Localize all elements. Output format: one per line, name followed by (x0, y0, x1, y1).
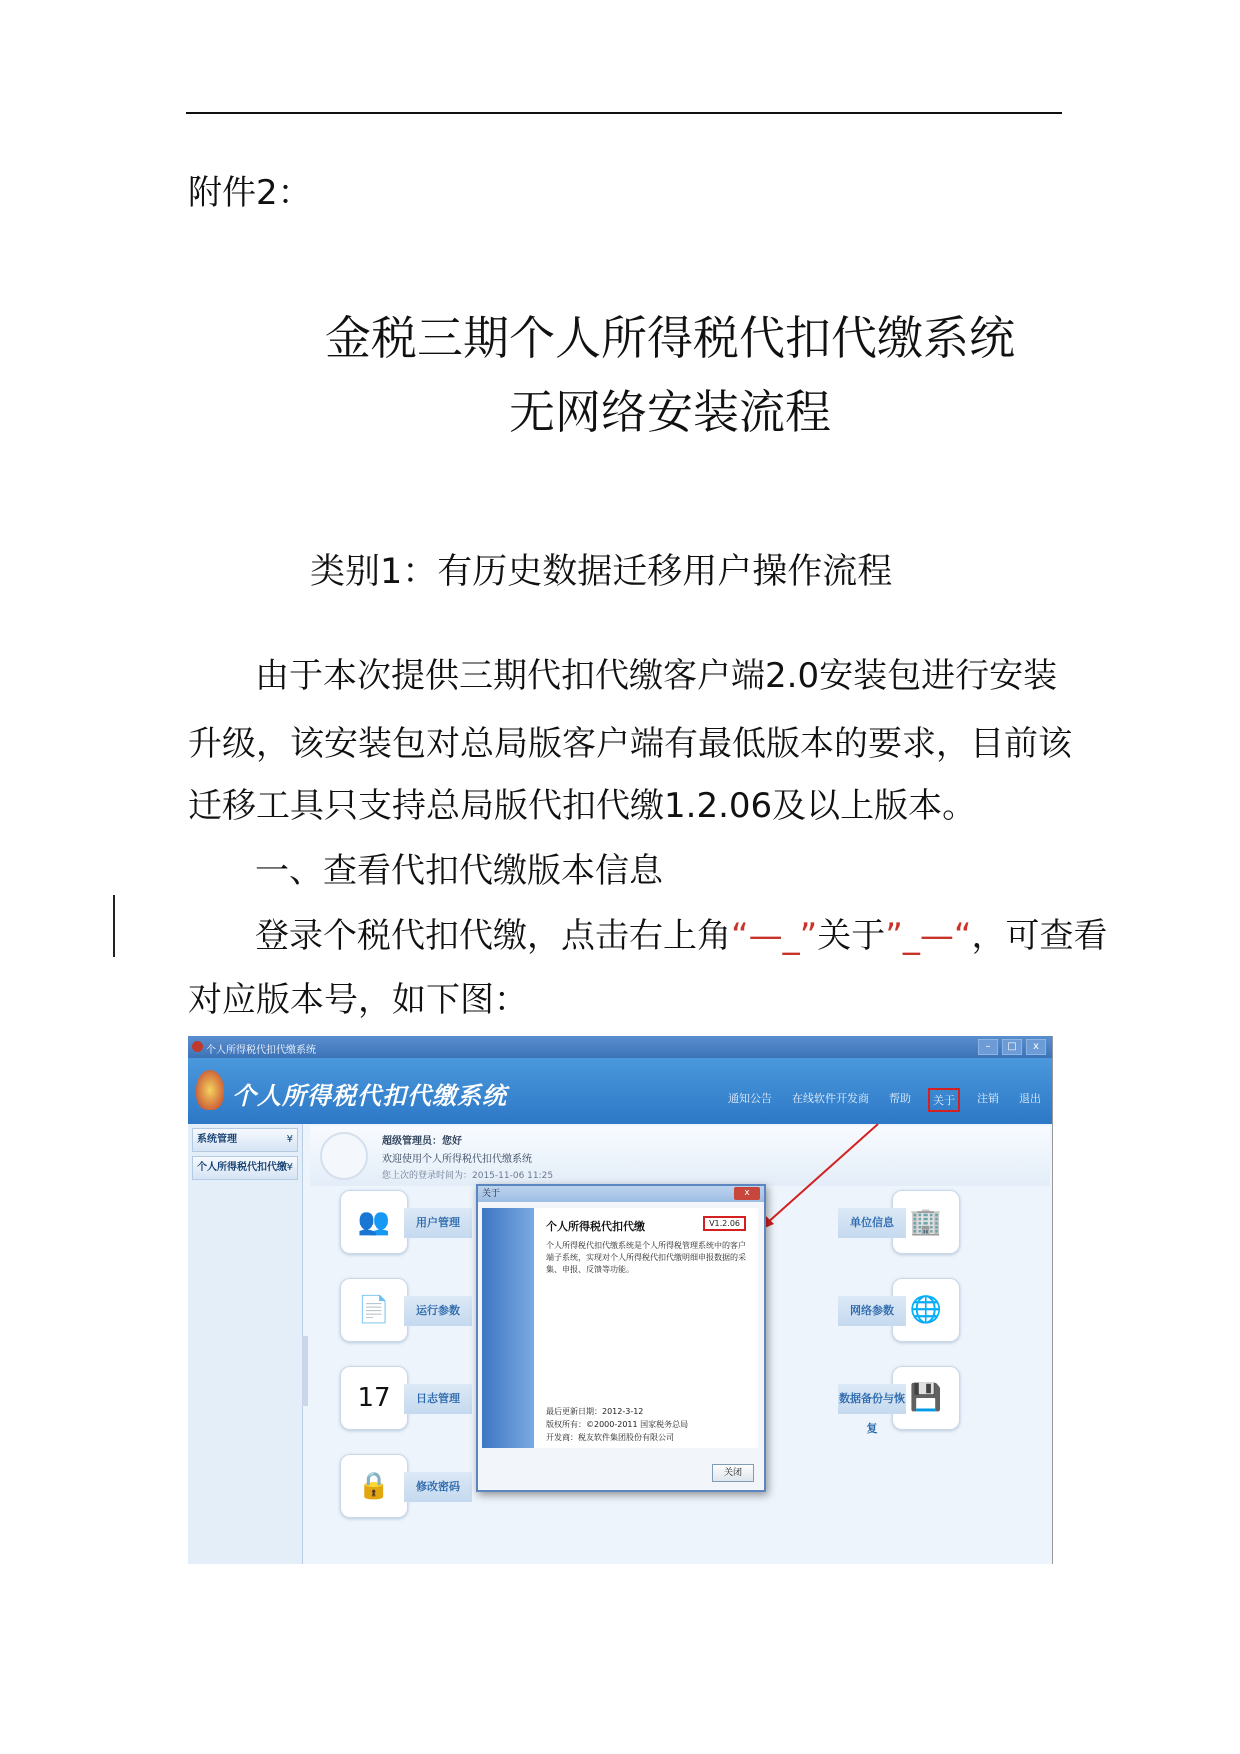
welcome-message: 欢迎使用个人所得税代扣代缴系统 (382, 1154, 532, 1165)
building-icon: 🏢 (892, 1190, 960, 1254)
database-icon: 💾 (892, 1366, 960, 1430)
para2-quote1: “—_” (731, 916, 818, 956)
dialog-title: 关于 (482, 1189, 501, 1199)
dialog-side-banner (482, 1208, 534, 1448)
nav-logout[interactable]: 注销 (977, 1092, 999, 1105)
tile-label: 用户管理 (404, 1208, 472, 1238)
para1-line3: 迁移工具只支持总局版代扣代缴1.2.06及以上版本。 (188, 786, 977, 826)
chevron-down-icon: ¥ (286, 1134, 293, 1145)
nav-help[interactable]: 帮助 (889, 1092, 911, 1105)
tile-label: 日志管理 (404, 1384, 472, 1414)
globe-icon: 🌐 (892, 1278, 960, 1342)
lock-icon: 🔒 (340, 1454, 408, 1518)
window-title: 个人所得税代扣代缴系统 (206, 1045, 316, 1056)
nav-about[interactable]: 关于 (928, 1088, 960, 1112)
version-badge: V1.2.06 (703, 1216, 746, 1231)
product-description: 个人所得税代扣代缴系统是个人所得税管理系统中的客户端子系统，实现对个人所得税代扣代缴明细申报数据的采集、申报、反馈等功能。 (546, 1241, 746, 1274)
para2-post: ，可查看 (971, 916, 1108, 956)
para1-line2: 升级，该安装包对总局版客户端有最低版本的要求，目前该 (188, 724, 1072, 764)
tile-label: 数据备份与恢复 (838, 1384, 906, 1414)
dialog-titlebar (478, 1186, 764, 1202)
section-heading: 一、查看代扣代缴版本信息 (255, 851, 663, 891)
update-date: 最后更新日期：2012-3-12 (546, 1407, 644, 1416)
product-name: 个人所得税代扣代缴 (546, 1220, 645, 1233)
tile-label: 运行参数 (404, 1296, 472, 1326)
para2-line2: 对应版本号，如下图： (188, 980, 528, 1020)
close-window-button[interactable]: x (1026, 1039, 1046, 1055)
about-dialog (476, 1184, 766, 1492)
dialog-ok-button[interactable]: 关闭 (712, 1464, 754, 1482)
copyright: 版权所有：©2000-2011 国家税务总局 (546, 1420, 689, 1429)
para1-line1: 由于本次提供三期代扣代缴客户端2.0安装包进行安装 (255, 656, 1058, 696)
document-icon: 📄 (340, 1278, 408, 1342)
header-rule (186, 112, 1062, 114)
revision-bar (113, 895, 115, 957)
users-icon: 👥 (340, 1190, 408, 1254)
dialog-body (534, 1208, 758, 1448)
para2-line1 (255, 908, 1107, 957)
welcome-user: 超级管理员：您好 (382, 1136, 462, 1147)
para2-about: 关于 (817, 916, 886, 956)
sidebar-item-label: 系统管理 (197, 1134, 237, 1145)
tile-label: 单位信息 (838, 1208, 906, 1238)
doc-title-line1: 金税三期个人所得税代扣代缴系统 (325, 311, 1015, 365)
doc-title-line2: 无网络安装流程 (509, 385, 831, 439)
calendar-icon: 17 (340, 1366, 408, 1430)
nav-notice[interactable]: 通知公告 (728, 1092, 772, 1105)
sidebar-item-label: 个人所得税代扣代缴 (197, 1162, 287, 1173)
tile-label: 修改密码 (404, 1472, 472, 1502)
last-login: 您上次的登录时间为：2015-11-06 11:25 (382, 1171, 554, 1181)
maximize-button[interactable]: □ (1002, 1039, 1022, 1055)
nav-vendor[interactable]: 在线软件开发商 (792, 1092, 869, 1105)
system-title: 个人所得税代扣代缴系统 (232, 1081, 507, 1110)
attachment-label: 附件2： (188, 173, 312, 213)
category-heading: 类别1：有历史数据迁移用户操作流程 (310, 552, 893, 592)
para2-pre: 登录个税代扣代缴，点击右上角 (255, 916, 731, 956)
chevron-down-icon: ¥ (286, 1162, 293, 1173)
developer: 开发商：税友软件集团股份有限公司 (546, 1433, 674, 1442)
minimize-button[interactable]: – (978, 1039, 998, 1055)
app-screenshot (188, 1036, 1053, 1564)
tile-label: 网络参数 (838, 1296, 906, 1326)
dialog-close-button[interactable]: x (734, 1187, 760, 1200)
nav-exit[interactable]: 退出 (1019, 1092, 1041, 1105)
para2-quote2: ”_—“ (885, 916, 972, 956)
